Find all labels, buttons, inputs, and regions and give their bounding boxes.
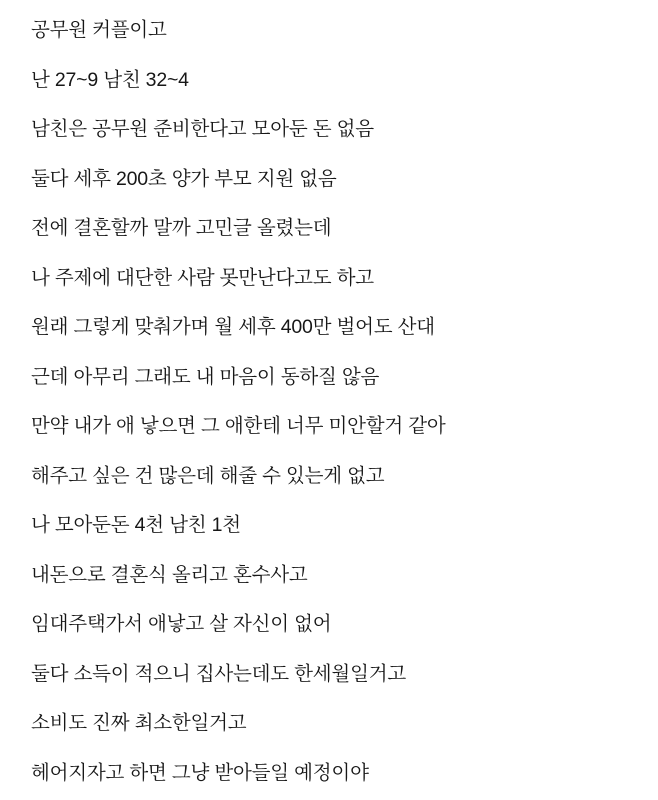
text-line: 둘다 소득이 적으니 집사는데도 한세월일거고 — [31, 662, 406, 685]
text-line: 둘다 세후 200초 양가 부모 지원 없음 — [31, 167, 337, 190]
text-line: 만약 내가 애 낳으면 그 애한테 너무 미안할거 같아 — [31, 415, 446, 437]
text-line: 전에 결혼할까 말까 고민글 올렸는데 — [31, 217, 332, 239]
text-line: 해주고 싶은 건 많은데 해줄 수 있는게 없고 — [31, 464, 385, 487]
text-line: 나 주제에 대단한 사람 못만난다고도 하고 — [31, 266, 374, 289]
text-line: 헤어지자고 하면 그냥 받아들일 예정이야 — [31, 761, 369, 784]
text-line: 소비도 진짜 최소한일거고 — [31, 712, 247, 734]
text-line: 남친은 공무원 준비한다고 모아둔 돈 없음 — [31, 118, 374, 140]
text-line: 내돈으로 결혼식 올리고 혼수사고 — [31, 563, 308, 586]
text-line: 임대주택가서 애낳고 살 자신이 없어 — [31, 613, 332, 635]
text-line: 나 모아둔돈 4천 남친 1천 — [31, 514, 241, 536]
text-line: 난 27~9 남친 32~4 — [31, 68, 189, 91]
text-line: 근데 아무리 그래도 내 마음이 동하질 않음 — [31, 365, 380, 388]
text-line: 공무원 커플이고 — [31, 19, 167, 41]
text-line: 원래 그렇게 맞춰가며 월 세후 400만 벌어도 산대 — [31, 316, 435, 338]
